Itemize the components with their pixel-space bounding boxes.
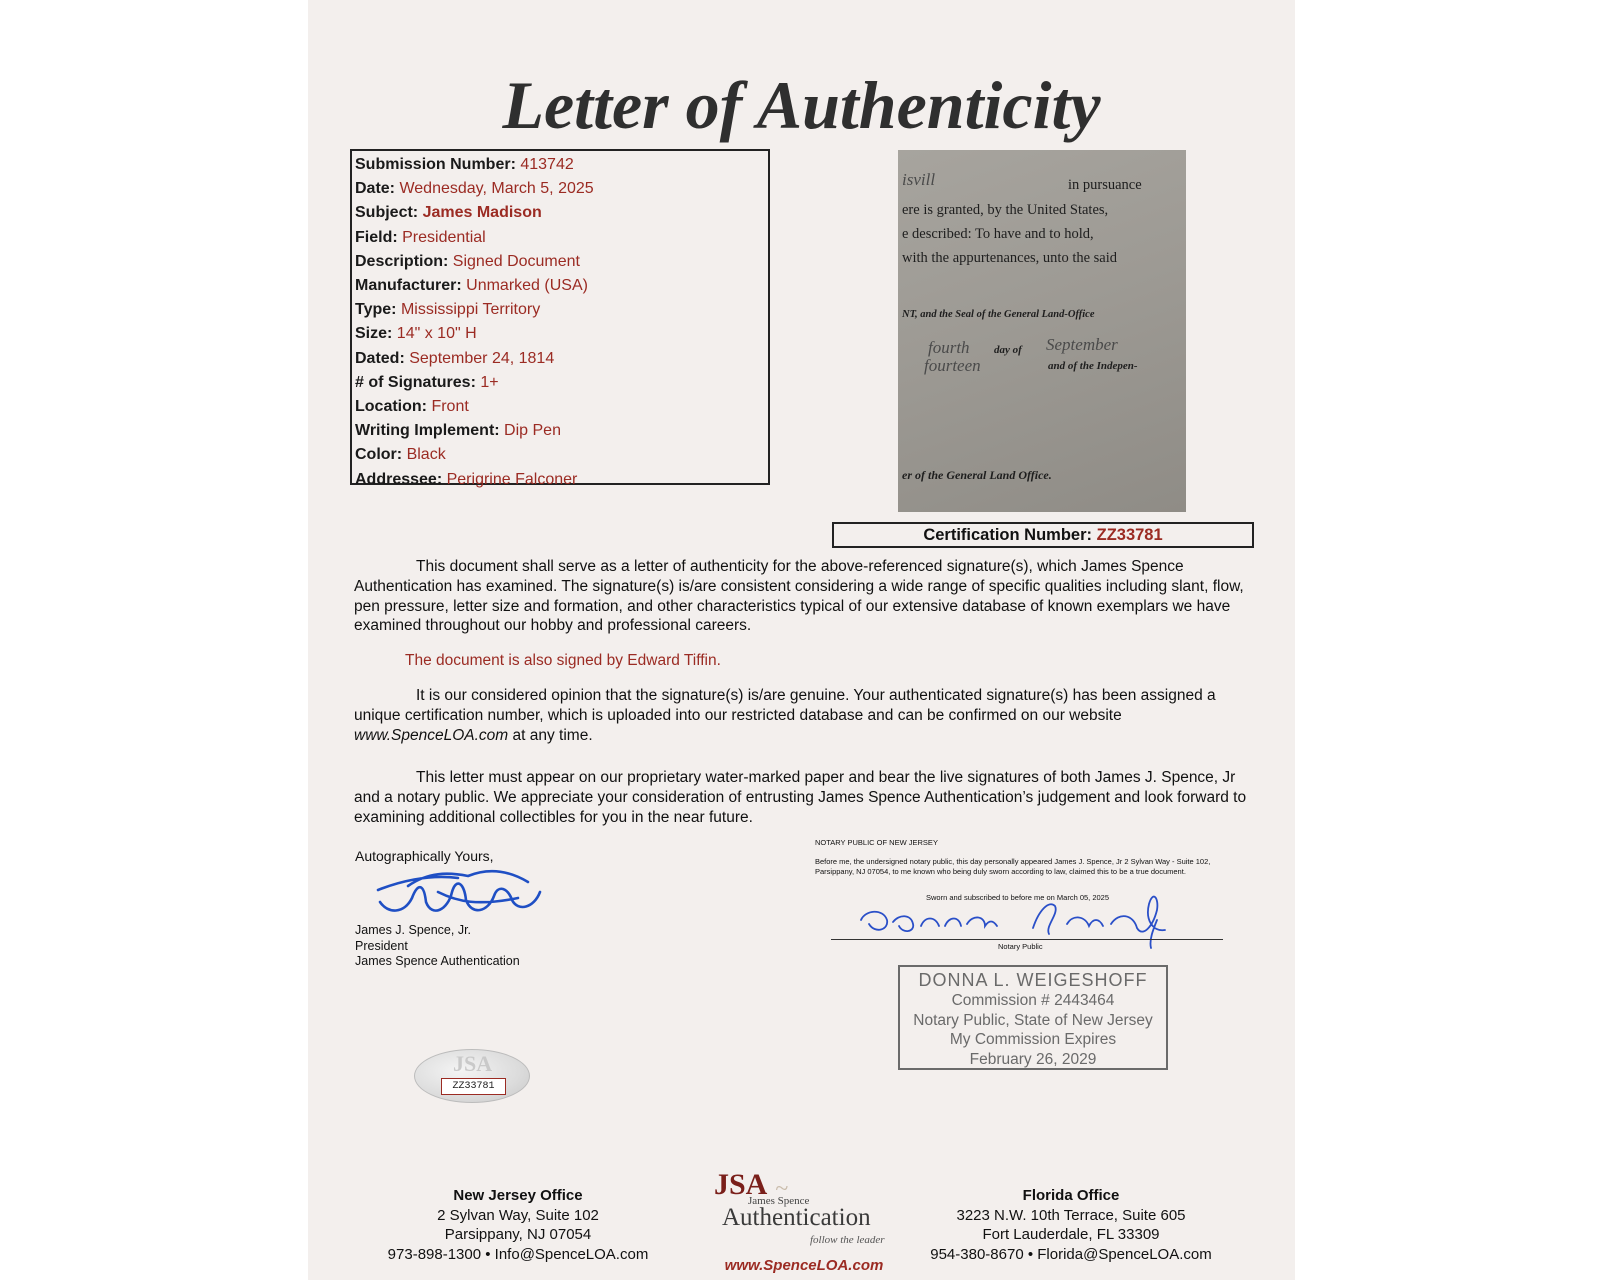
paragraph-requirements [354,768,1254,827]
detail-value: Unmarked (USA) [466,277,588,295]
jsa-logo [700,1168,908,1280]
detail-label: Type: [355,301,397,319]
spence-signature [368,862,548,920]
handwriting-mark: fourth [928,338,970,357]
detail-value: 1+ [480,373,499,391]
certification-label: Certification Number: [923,526,1093,544]
stamp-name: DONNA L. WEIGESHOFF [918,970,1148,990]
detail-row [355,226,768,250]
detail-label: Manufacturer: [355,277,462,295]
detail-value: Perigrine Falconer [446,470,578,488]
notary-statement: Before me, the undersigned notary public, this day personally appeared James J. Spence, Jr 2 Sylvan Way - Suite 102, Parsippany, NJ 07054, to me known who being duly sworn according to law, claimed this to be a true document. [815,857,1211,876]
certification-value: ZZ33781 [1096,526,1163,544]
office-address-line: 2 Sylvan Way, Suite 102 [437,1206,599,1224]
detail-row [355,250,768,274]
detail-row [355,201,768,225]
detail-row [355,322,768,346]
document-text-line: er of the General Land Office. [902,468,1052,482]
detail-label: # of Signatures: [355,373,476,391]
logo-tagline: follow the leader [810,1234,885,1246]
signer-block [355,923,520,970]
paragraph-text: This letter must appear on our proprietary water-marked paper and bear the live signatures of both James J. Spence, Jr and a notary public. We appreciate your consideration of entrusting James Spence Authentication’s judgement and look forward to examining additional collectibles for you in the near future. [354,769,1247,826]
detail-label: Color: [355,446,403,464]
detail-value: Wednesday, March 5, 2025 [399,180,594,198]
detail-row [355,468,768,492]
detail-label: Size: [355,325,393,343]
detail-label: Addressee: [355,470,443,488]
signer-company: James Spence Authentication [355,954,520,968]
handwriting-mark: fourteen [924,356,981,375]
stamp-expires-date: February 26, 2029 [969,1050,1097,1068]
detail-value: Front [431,398,469,416]
submission-details-box [350,149,770,488]
detail-row [355,347,768,371]
detail-value: September 24, 1814 [409,349,555,367]
detail-value: Presidential [402,228,486,246]
detail-row [355,177,768,201]
detail-label: Submission Number: [355,156,516,173]
detail-label: Subject: [355,204,419,222]
detail-row [355,153,768,177]
detail-value: Signed Document [452,252,580,270]
document-text-line: day of [994,344,1022,356]
detail-row [355,443,768,467]
paragraph-text: at any time. [508,726,593,744]
logo-jsa: JSA [714,1168,768,1201]
signer-name: James J. Spence, Jr. [355,923,472,937]
paragraph-opinion [354,686,1254,745]
detail-value: 413742 [520,156,574,173]
logo-authentication: Authentication [722,1204,871,1231]
letter-page [308,0,1295,1280]
detail-label: Field: [355,228,398,246]
office-title: New Jersey Office [453,1187,583,1204]
detail-label: Location: [355,398,427,416]
page-title: Letter of Authenticity [502,67,1101,143]
office-title: Florida Office [1022,1187,1120,1204]
detail-label: Description: [355,252,449,270]
handwriting-mark: isvill [902,170,936,189]
notary-public-label: Notary Public [998,942,1043,951]
detail-row [355,371,768,395]
notary-stamp [898,965,1168,1070]
detail-value: Black [406,446,446,464]
detail-label: Dated: [355,349,405,367]
paragraph-text: It is our considered opinion that the signature(s) is/are genuine. Your authenticated signature(s) has been assigned a unique certification number, which is uploaded into our restricted database and can be confirmed on our website [354,687,1216,724]
logo-script-signature: ~ [775,1176,788,1202]
notary-heading: NOTARY PUBLIC OF NEW JERSEY [815,838,938,847]
document-text-line: and of the Indepen- [1048,360,1138,372]
paragraph-text: This document shall serve as a letter of authenticity for the above-referenced signature(s), which James Spence Authentication has examined. The signature(s) is/are consistent considering a wide range of specific qualities including slant, flow, pen pressure, letter size and formation, and other characteristics typical of our extensive database of known exemplars we have examined throughout our hobby and professional careers. [354,558,1244,635]
handwriting-mark: September [1046,335,1118,354]
notary-sworn-date: Sworn and subscribed to before me on March 05, 2025 [926,893,1110,902]
notary-signature-line [831,939,1223,940]
document-photo [898,150,1186,512]
document-text-line: with the appurtenances, unto the said [902,250,1118,266]
new-jersey-office [368,1186,668,1264]
detail-row [355,395,768,419]
document-text-line: NT, and the Seal of the General Land-Office [902,309,1095,320]
closing-text: Autographically Yours, [355,848,494,864]
detail-value: James Madison [422,204,542,222]
detail-value: Mississippi Territory [400,301,541,319]
detail-label: Writing Implement: [355,422,500,440]
document-text-line: ere is granted, by the United States, [902,202,1109,218]
stamp-commission: Commission # 2443464 [951,992,1115,1009]
office-address-line: 3223 N.W. 10th Terrace, Suite 605 [956,1206,1186,1224]
logo-url: www.SpenceLOA.com [724,1257,884,1274]
detail-value: 14" x 10" H [396,325,477,343]
website-text: www.SpenceLOA.com [354,726,509,744]
detail-row [355,419,768,443]
hologram-brand: JSA [453,1051,493,1076]
office-address-line: Parsippany, NJ 07054 [444,1226,592,1243]
detail-row [355,274,768,298]
document-text-line: in pursuance [1068,177,1142,193]
detail-row [355,298,768,322]
detail-value: Dip Pen [504,422,561,440]
office-address-line: Fort Lauderdale, FL 33309 [982,1226,1160,1243]
stamp-state: Notary Public, State of New Jersey [913,1011,1153,1029]
hologram-code: ZZ33781 [441,1078,506,1095]
signer-title: President [355,938,408,953]
logo-james-spence: James Spence [748,1195,810,1207]
paragraph-examination [354,557,1254,636]
stamp-expires-label: My Commission Expires [949,1031,1117,1048]
hologram-sticker [414,1049,530,1103]
florida-office [906,1186,1236,1264]
certification-number-box [832,522,1254,548]
document-text-line: e described: To have and to hold, [902,226,1094,242]
additional-signer-note: The document is also signed by Edward Tiffin. [405,652,721,669]
detail-label: Date: [355,180,396,198]
office-contact: 954-380-8670 • Florida@SpenceLOA.com [930,1245,1212,1263]
office-contact: 973-898-1300 • Info@SpenceLOA.com [387,1245,649,1263]
